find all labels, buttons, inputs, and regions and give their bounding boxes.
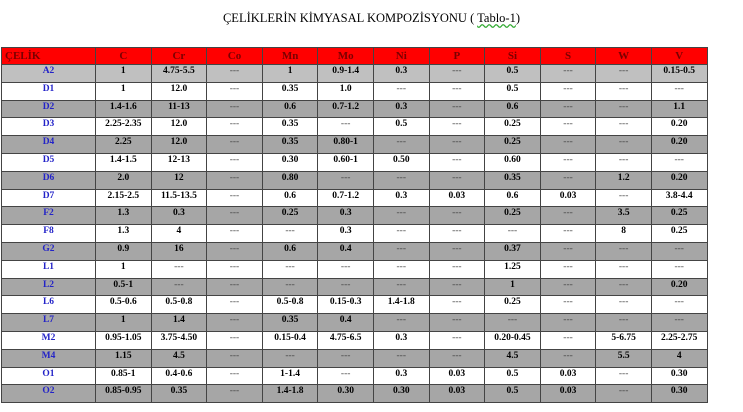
cell-ni: --- <box>373 278 429 296</box>
cell-ni: 0.3 <box>373 367 429 385</box>
table-row <box>2 242 708 260</box>
cell-co: --- <box>207 82 263 100</box>
cell-v: 0.30 <box>651 385 707 403</box>
steel-grade: L7 <box>2 314 96 332</box>
cell-s: 0.03 <box>540 189 596 207</box>
cell-s: --- <box>540 314 596 332</box>
cell-mn: 0.6 <box>262 100 318 118</box>
cell-co: --- <box>207 100 263 118</box>
cell-p: --- <box>429 296 485 314</box>
cell-ni: --- <box>373 82 429 100</box>
cell-ni: --- <box>373 171 429 189</box>
steel-grade: M4 <box>2 349 96 367</box>
cell-c: 1 <box>96 314 152 332</box>
cell-w: --- <box>596 153 652 171</box>
cell-ni: --- <box>373 225 429 243</box>
cell-w: --- <box>596 189 652 207</box>
cell-s: --- <box>540 136 596 154</box>
cell-ni: --- <box>373 242 429 260</box>
table-row <box>2 385 708 403</box>
cell-v: 1.1 <box>651 100 707 118</box>
cell-co: --- <box>207 385 263 403</box>
cell-mo: --- <box>318 118 374 136</box>
cell-v: --- <box>651 260 707 278</box>
cell-p: 0.03 <box>429 189 485 207</box>
cell-si: 1 <box>485 278 541 296</box>
cell-cr: 0.4-0.6 <box>151 367 207 385</box>
cell-si: 0.6 <box>485 100 541 118</box>
cell-s: --- <box>540 242 596 260</box>
table-row <box>2 153 708 171</box>
cell-cr: 4 <box>151 225 207 243</box>
cell-mn: 0.35 <box>262 314 318 332</box>
steel-grade: D4 <box>2 136 96 154</box>
steel-grade: D6 <box>2 171 96 189</box>
cell-c: 2.0 <box>96 171 152 189</box>
cell-mo: 4.75-6.5 <box>318 331 374 349</box>
cell-cr: 12.0 <box>151 82 207 100</box>
column-header-mn: Mn <box>262 48 318 65</box>
cell-co: --- <box>207 314 263 332</box>
steel-grade: M2 <box>2 331 96 349</box>
steel-grade: L6 <box>2 296 96 314</box>
cell-cr: 11.5-13.5 <box>151 189 207 207</box>
cell-si: 0.5 <box>485 367 541 385</box>
steel-grade: A2 <box>2 65 96 83</box>
cell-w: 5.5 <box>596 349 652 367</box>
cell-v: --- <box>651 153 707 171</box>
column-header-cr: Cr <box>151 48 207 65</box>
cell-mo: 0.30 <box>318 385 374 403</box>
cell-p: --- <box>429 136 485 154</box>
cell-w: --- <box>596 100 652 118</box>
cell-ni: --- <box>373 207 429 225</box>
cell-si: 0.5 <box>485 385 541 403</box>
cell-si: 4.5 <box>485 349 541 367</box>
cell-cr: 3.75-4.50 <box>151 331 207 349</box>
steel-grade: D5 <box>2 153 96 171</box>
cell-c: 2.25 <box>96 136 152 154</box>
cell-w: --- <box>596 385 652 403</box>
cell-w: --- <box>596 314 652 332</box>
cell-w: 1.2 <box>596 171 652 189</box>
title-table-ref: Tablo-1 <box>477 11 516 25</box>
cell-c: 2.25-2.35 <box>96 118 152 136</box>
cell-v: 0.20 <box>651 136 707 154</box>
table-row <box>2 278 708 296</box>
cell-co: --- <box>207 331 263 349</box>
steel-grade: O2 <box>2 385 96 403</box>
cell-ni: --- <box>373 136 429 154</box>
cell-p: --- <box>429 118 485 136</box>
cell-mo: --- <box>318 349 374 367</box>
cell-cr: 0.5-0.8 <box>151 296 207 314</box>
cell-mn: --- <box>262 260 318 278</box>
document-title <box>0 11 743 26</box>
cell-s: 0.03 <box>540 385 596 403</box>
cell-c: 1 <box>96 65 152 83</box>
cell-s: --- <box>540 331 596 349</box>
cell-cr: 1.4 <box>151 314 207 332</box>
cell-v: 0.15-0.5 <box>651 65 707 83</box>
cell-co: --- <box>207 349 263 367</box>
cell-ni: 1.4-1.8 <box>373 296 429 314</box>
cell-mn: 0.6 <box>262 189 318 207</box>
cell-ni: --- <box>373 260 429 278</box>
table-row <box>2 260 708 278</box>
cell-si: 0.5 <box>485 65 541 83</box>
cell-w: --- <box>596 65 652 83</box>
cell-cr: 0.3 <box>151 207 207 225</box>
cell-co: --- <box>207 189 263 207</box>
cell-mn: 0.30 <box>262 153 318 171</box>
steel-grade: G2 <box>2 242 96 260</box>
table-row <box>2 189 708 207</box>
cell-co: --- <box>207 153 263 171</box>
title-text: ÇELİKLERİN KİMYASAL KOMPOZİSYONU ( <box>222 11 478 25</box>
cell-v: 0.25 <box>651 207 707 225</box>
cell-ni: 0.50 <box>373 153 429 171</box>
cell-si: 0.25 <box>485 296 541 314</box>
steel-grade: L1 <box>2 260 96 278</box>
cell-ni: 0.3 <box>373 189 429 207</box>
cell-c: 0.85-0.95 <box>96 385 152 403</box>
cell-si: 1.25 <box>485 260 541 278</box>
steel-composition-table <box>1 47 708 403</box>
cell-mn: 0.35 <box>262 118 318 136</box>
cell-c: 1.3 <box>96 225 152 243</box>
cell-p: --- <box>429 153 485 171</box>
cell-mo: 0.4 <box>318 314 374 332</box>
cell-mo: --- <box>318 171 374 189</box>
cell-cr: 4.75-5.5 <box>151 65 207 83</box>
cell-ni: 0.5 <box>373 118 429 136</box>
cell-p: --- <box>429 100 485 118</box>
cell-mo: --- <box>318 367 374 385</box>
cell-v: 0.30 <box>651 367 707 385</box>
cell-si: 0.5 <box>485 82 541 100</box>
cell-cr: 4.5 <box>151 349 207 367</box>
cell-co: --- <box>207 296 263 314</box>
table-row <box>2 331 708 349</box>
cell-w: --- <box>596 136 652 154</box>
cell-co: --- <box>207 136 263 154</box>
cell-si: 0.37 <box>485 242 541 260</box>
cell-co: --- <box>207 171 263 189</box>
cell-v: --- <box>651 242 707 260</box>
column-header-p: P <box>429 48 485 65</box>
cell-si: --- <box>485 314 541 332</box>
cell-cr: 11-13 <box>151 100 207 118</box>
cell-c: 2.15-2.5 <box>96 189 152 207</box>
cell-s: --- <box>540 65 596 83</box>
cell-w: --- <box>596 278 652 296</box>
cell-p: 0.03 <box>429 385 485 403</box>
cell-v: 0.20 <box>651 118 707 136</box>
cell-p: 0.03 <box>429 367 485 385</box>
cell-c: 1.3 <box>96 207 152 225</box>
cell-mn: 1-1.4 <box>262 367 318 385</box>
cell-v: 0.20 <box>651 278 707 296</box>
cell-c: 1 <box>96 260 152 278</box>
cell-mn: 0.35 <box>262 136 318 154</box>
cell-mo: --- <box>318 278 374 296</box>
cell-v: 3.8-4.4 <box>651 189 707 207</box>
steel-grade: D1 <box>2 82 96 100</box>
cell-p: --- <box>429 82 485 100</box>
column-header-v: V <box>651 48 707 65</box>
cell-cr: --- <box>151 278 207 296</box>
cell-mn: 0.80 <box>262 171 318 189</box>
cell-cr: 0.35 <box>151 385 207 403</box>
cell-w: --- <box>596 242 652 260</box>
cell-s: --- <box>540 207 596 225</box>
table-header-row <box>2 48 708 65</box>
cell-w: 5-6.75 <box>596 331 652 349</box>
table-row <box>2 314 708 332</box>
cell-ni: --- <box>373 314 429 332</box>
cell-si: 0.25 <box>485 207 541 225</box>
column-header-ni: Ni <box>373 48 429 65</box>
cell-cr: 12 <box>151 171 207 189</box>
cell-si: 0.6 <box>485 189 541 207</box>
cell-v: --- <box>651 82 707 100</box>
cell-s: --- <box>540 296 596 314</box>
cell-s: 0.03 <box>540 367 596 385</box>
cell-mn: 1.4-1.8 <box>262 385 318 403</box>
cell-s: --- <box>540 260 596 278</box>
cell-cr: 12.0 <box>151 118 207 136</box>
cell-ni: 0.3 <box>373 100 429 118</box>
table-row <box>2 100 708 118</box>
table-row <box>2 118 708 136</box>
cell-s: --- <box>540 171 596 189</box>
table-row <box>2 349 708 367</box>
cell-mo: 0.80-1 <box>318 136 374 154</box>
cell-c: 0.5-0.6 <box>96 296 152 314</box>
steel-grade: F8 <box>2 225 96 243</box>
cell-mn: --- <box>262 349 318 367</box>
cell-p: --- <box>429 331 485 349</box>
cell-v: --- <box>651 296 707 314</box>
cell-mn: 0.25 <box>262 207 318 225</box>
steel-grade: F2 <box>2 207 96 225</box>
cell-si: 0.25 <box>485 118 541 136</box>
cell-w: --- <box>596 118 652 136</box>
cell-c: 1.15 <box>96 349 152 367</box>
cell-ni: 0.3 <box>373 331 429 349</box>
cell-co: --- <box>207 367 263 385</box>
cell-c: 0.85-1 <box>96 367 152 385</box>
cell-p: --- <box>429 242 485 260</box>
cell-w: 8 <box>596 225 652 243</box>
cell-cr: 12-13 <box>151 153 207 171</box>
cell-w: --- <box>596 296 652 314</box>
cell-mo: 0.9-1.4 <box>318 65 374 83</box>
steel-grade: D7 <box>2 189 96 207</box>
cell-w: 3.5 <box>596 207 652 225</box>
cell-s: --- <box>540 349 596 367</box>
cell-p: --- <box>429 225 485 243</box>
cell-mo: 0.7-1.2 <box>318 100 374 118</box>
cell-s: --- <box>540 153 596 171</box>
steel-grade: O1 <box>2 367 96 385</box>
cell-mo: 0.3 <box>318 225 374 243</box>
cell-s: --- <box>540 225 596 243</box>
cell-si: --- <box>485 225 541 243</box>
cell-c: 0.95-1.05 <box>96 331 152 349</box>
cell-si: 0.25 <box>485 136 541 154</box>
cell-mo: 0.15-0.3 <box>318 296 374 314</box>
table-row <box>2 136 708 154</box>
steel-grade: D3 <box>2 118 96 136</box>
title-close: ) <box>515 11 521 25</box>
cell-p: --- <box>429 207 485 225</box>
cell-p: --- <box>429 65 485 83</box>
cell-mn: 0.15-0.4 <box>262 331 318 349</box>
cell-mo: --- <box>318 260 374 278</box>
table-row <box>2 225 708 243</box>
cell-co: --- <box>207 260 263 278</box>
cell-mn: --- <box>262 225 318 243</box>
column-header-si: Si <box>485 48 541 65</box>
cell-mo: 1.0 <box>318 82 374 100</box>
cell-co: --- <box>207 207 263 225</box>
steel-grade: L2 <box>2 278 96 296</box>
cell-co: --- <box>207 278 263 296</box>
cell-p: --- <box>429 171 485 189</box>
cell-v: 4 <box>651 349 707 367</box>
cell-mo: 0.4 <box>318 242 374 260</box>
table-row <box>2 82 708 100</box>
table-row <box>2 171 708 189</box>
cell-si: 0.35 <box>485 171 541 189</box>
cell-mn: 1 <box>262 65 318 83</box>
cell-p: --- <box>429 260 485 278</box>
cell-ni: 0.30 <box>373 385 429 403</box>
cell-co: --- <box>207 118 263 136</box>
cell-mo: 0.60-1 <box>318 153 374 171</box>
cell-c: 1.4-1.6 <box>96 100 152 118</box>
cell-mn: 0.5-0.8 <box>262 296 318 314</box>
cell-p: --- <box>429 314 485 332</box>
cell-w: --- <box>596 367 652 385</box>
table-row <box>2 296 708 314</box>
cell-mn: --- <box>262 278 318 296</box>
cell-s: --- <box>540 100 596 118</box>
column-header-celik: ÇELİK <box>2 48 96 65</box>
table-row <box>2 207 708 225</box>
cell-s: --- <box>540 278 596 296</box>
cell-c: 0.5-1 <box>96 278 152 296</box>
cell-v: 0.25 <box>651 225 707 243</box>
table-row <box>2 65 708 83</box>
cell-p: --- <box>429 278 485 296</box>
cell-co: --- <box>207 242 263 260</box>
cell-mn: 0.35 <box>262 82 318 100</box>
steel-grade: D2 <box>2 100 96 118</box>
cell-co: --- <box>207 225 263 243</box>
cell-si: 0.60 <box>485 153 541 171</box>
cell-ni: 0.3 <box>373 65 429 83</box>
cell-cr: --- <box>151 260 207 278</box>
cell-w: --- <box>596 82 652 100</box>
cell-c: 0.9 <box>96 242 152 260</box>
cell-v: 0.20 <box>651 171 707 189</box>
cell-cr: 12.0 <box>151 136 207 154</box>
column-header-c: C <box>96 48 152 65</box>
cell-co: --- <box>207 65 263 83</box>
cell-s: --- <box>540 118 596 136</box>
cell-ni: --- <box>373 349 429 367</box>
cell-si: 0.20-0.45 <box>485 331 541 349</box>
cell-v: 2.25-2.75 <box>651 331 707 349</box>
cell-v: --- <box>651 314 707 332</box>
cell-w: --- <box>596 260 652 278</box>
cell-mo: 0.3 <box>318 207 374 225</box>
cell-mn: 0.6 <box>262 242 318 260</box>
cell-c: 1 <box>96 82 152 100</box>
column-header-co: Co <box>207 48 263 65</box>
column-header-mo: Mo <box>318 48 374 65</box>
cell-p: --- <box>429 349 485 367</box>
table-row <box>2 367 708 385</box>
column-header-w: W <box>596 48 652 65</box>
cell-mo: 0.7-1.2 <box>318 189 374 207</box>
cell-cr: 16 <box>151 242 207 260</box>
cell-s: --- <box>540 82 596 100</box>
column-header-s: S <box>540 48 596 65</box>
cell-c: 1.4-1.5 <box>96 153 152 171</box>
